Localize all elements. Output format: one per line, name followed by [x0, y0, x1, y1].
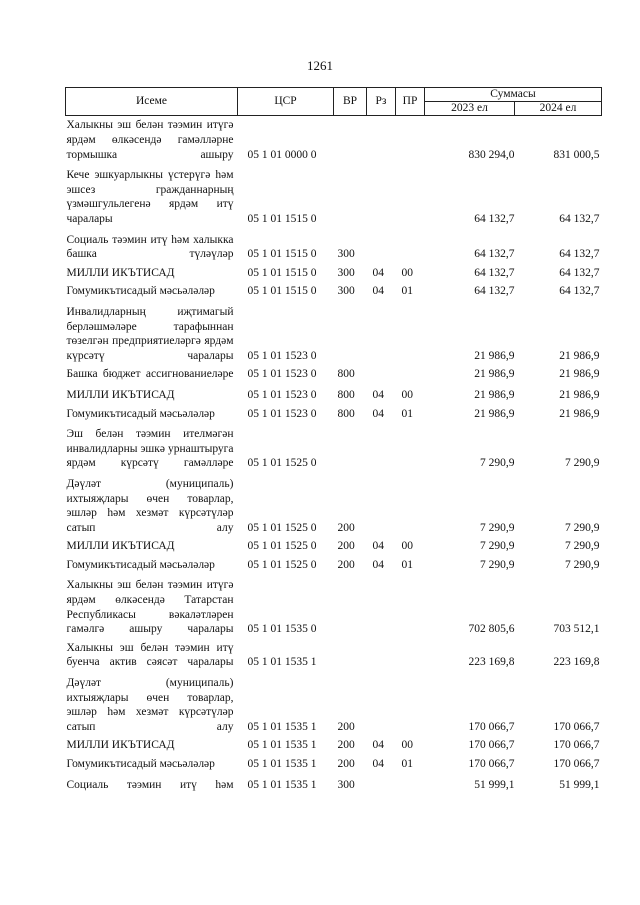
row-rz: 04 [372, 739, 384, 752]
table-row [66, 672, 602, 736]
row-rz: 04 [372, 540, 384, 553]
row-sum-2024: 831 000,5 [553, 148, 600, 161]
row-name: МИЛЛИ ИКЪТИСАД [66, 739, 175, 752]
row-sum-2023: 21 986,9 [474, 388, 515, 401]
row-name: Дәүләт (муниципаль) ихтыяҗлары өчен товарлар, эшләр һәм хезмәт күрсәтүләр сатып алу [66, 677, 234, 733]
row-name: Гомумикътисадый мәсьәләләр [66, 758, 215, 770]
row-sum-2024: 703 512,1 [553, 623, 600, 636]
row-name: Дәүләт (муниципаль) ихтыяҗлары өчен товарлар, эшләр һәм хезмәт күрсәтүләр сатып алу [66, 477, 234, 534]
row-pr [396, 116, 425, 164]
row-pr [396, 639, 425, 672]
row-pr: 00 [401, 388, 413, 401]
row-csr: 05 1 01 1515 0 [247, 285, 317, 298]
row-vr [334, 423, 367, 473]
row-csr: 05 1 01 1515 0 [247, 266, 317, 279]
row-name: МИЛЛИ ИКЪТИСАД [66, 388, 175, 401]
row-vr: 800 [337, 388, 355, 401]
row-pr [396, 423, 425, 473]
row-sum-2024: 170 066,7 [553, 758, 600, 770]
row-csr: 05 1 01 1515 0 [247, 248, 317, 261]
row-sum-2023: 21 986,9 [474, 368, 515, 381]
row-vr: 200 [337, 558, 355, 571]
row-rz [367, 164, 396, 228]
row-pr [396, 229, 425, 264]
row-sum-2024: 64 132,7 [559, 248, 600, 261]
row-sum-2024: 64 132,7 [559, 213, 600, 225]
row-sum-2023: 170 066,7 [468, 758, 515, 770]
row-pr: 01 [401, 407, 413, 420]
table-row [66, 639, 602, 672]
table-header [66, 88, 602, 116]
row-csr: 05 1 01 1535 1 [247, 758, 317, 770]
row-csr: 05 1 01 1523 0 [247, 368, 317, 381]
row-rz: 04 [372, 285, 384, 298]
header-sums: Суммасы [425, 88, 602, 102]
row-pr [396, 164, 425, 228]
row-rz [367, 672, 396, 736]
row-sum-2023: 7 290,9 [480, 558, 515, 571]
row-rz [367, 774, 396, 795]
row-sum-2023: 51 999,1 [474, 778, 515, 791]
row-rz: 04 [372, 388, 384, 401]
table-row [66, 774, 602, 795]
row-rz: 04 [372, 407, 384, 420]
row-csr: 05 1 01 1525 0 [247, 521, 317, 534]
row-csr: 05 1 01 1535 0 [247, 623, 317, 636]
row-vr [334, 164, 367, 228]
row-vr: 200 [337, 540, 355, 553]
row-pr: 00 [401, 739, 413, 752]
row-vr: 200 [337, 720, 355, 733]
row-vr: 200 [337, 758, 355, 770]
header-csr: ЦСР [238, 88, 334, 116]
header-year-1: 2023 ел [425, 102, 515, 116]
row-sum-2024: 21 986,9 [559, 368, 600, 381]
row-name: Инвалидларның иҗтимагый берләшмәләре тарафыннан төзелгән предприятиеләргә ярдәм күрсәтү чаралары [66, 305, 234, 362]
row-rz [367, 229, 396, 264]
row-vr: 800 [337, 407, 355, 420]
row-vr [334, 639, 367, 672]
row-sum-2024: 21 986,9 [559, 349, 600, 362]
row-csr: 05 1 01 1535 1 [247, 720, 317, 733]
row-vr: 300 [337, 285, 355, 298]
row-csr: 05 1 01 1523 0 [247, 407, 317, 420]
table-row [66, 164, 602, 228]
row-rz [367, 473, 396, 537]
row-pr [396, 672, 425, 736]
row-name: Башка бюджет ассигнованиеләре [66, 368, 234, 381]
row-sum-2023: 64 132,7 [474, 248, 515, 261]
row-sum-2023: 64 132,7 [474, 266, 515, 279]
table-row [66, 282, 602, 301]
table-row [66, 384, 602, 405]
row-sum-2023: 170 066,7 [468, 739, 515, 752]
row-vr: 800 [337, 368, 355, 381]
row-sum-2024: 7 290,9 [565, 457, 600, 470]
table-row [66, 574, 602, 638]
row-sum-2024: 7 290,9 [565, 540, 600, 553]
row-vr: 300 [337, 778, 355, 791]
row-csr: 05 1 01 0000 0 [247, 148, 317, 161]
budget-table [65, 87, 602, 794]
row-sum-2024: 64 132,7 [559, 266, 600, 279]
row-rz [367, 365, 396, 384]
row-pr [396, 301, 425, 365]
table-row [66, 473, 602, 537]
row-sum-2023: 223 169,8 [468, 656, 515, 669]
table-row [66, 736, 602, 755]
row-sum-2023: 170 066,7 [468, 720, 515, 733]
row-sum-2024: 21 986,9 [559, 388, 600, 401]
row-sum-2024: 51 999,1 [559, 778, 600, 791]
table-row [66, 556, 602, 575]
row-sum-2023: 702 805,6 [468, 623, 515, 636]
row-sum-2023: 7 290,9 [480, 540, 515, 553]
row-sum-2023: 7 290,9 [480, 457, 515, 470]
row-name: Гомумикътисадый мәсьәләләр [66, 407, 215, 420]
header-rz: Рз [367, 88, 396, 116]
row-csr: 05 1 01 1525 0 [247, 457, 317, 470]
table-row [66, 537, 602, 556]
table-row [66, 755, 602, 774]
row-sum-2023: 21 986,9 [474, 407, 515, 420]
row-vr [334, 574, 367, 638]
row-pr: 01 [401, 285, 413, 298]
row-name: Халыкны эш белән тәэмин итүгә ярдәм өлкәсендә гамәлләрне тормышка ашыру [66, 119, 234, 161]
row-sum-2024: 223 169,8 [553, 656, 600, 669]
table-row [66, 264, 602, 283]
table-row [66, 405, 602, 424]
row-vr: 300 [337, 248, 355, 261]
header-name: Исеме [66, 88, 238, 116]
row-name: Эш белән тәэмин ителмәгән инвалидларны эшкә урнаштыруга ярдәм күрсәтү гамәлләре [66, 428, 234, 470]
row-pr: 00 [401, 540, 413, 553]
row-rz [367, 639, 396, 672]
row-csr: 05 1 01 1515 0 [247, 213, 317, 225]
row-rz [367, 574, 396, 638]
row-pr: 01 [401, 558, 413, 571]
row-vr [334, 301, 367, 365]
table-row [66, 229, 602, 264]
row-sum-2024: 170 066,7 [553, 739, 600, 752]
row-rz: 04 [372, 758, 384, 770]
row-sum-2024: 7 290,9 [565, 521, 600, 534]
row-name: Социаль тәэмин итү һәм [66, 778, 234, 791]
row-rz [367, 423, 396, 473]
table-row [66, 116, 602, 164]
row-rz: 04 [372, 266, 384, 279]
row-rz [367, 116, 396, 164]
table-row [66, 423, 602, 473]
row-sum-2024: 64 132,7 [559, 285, 600, 298]
row-sum-2023: 830 294,0 [468, 148, 515, 161]
row-name: Социаль тәэмин итү һәм халыкка башка түләүләр [66, 233, 234, 261]
header-vr: ВР [334, 88, 367, 116]
row-name: Халыкны эш белән тәэмин итү буенча актив сәясәт чаралары [66, 641, 234, 669]
header-pr: ПР [396, 88, 425, 116]
table-row [66, 365, 602, 384]
row-name: Халыкны эш белән тәэмин итүгә ярдәм өлкәсендә Татарстан Республикасы вәкаләтләрен гамәлгә ашыру чаралары [66, 579, 234, 636]
row-name: МИЛЛИ ИКЪТИСАД [66, 540, 175, 553]
row-sum-2024: 7 290,9 [565, 558, 600, 571]
row-pr: 01 [401, 758, 413, 770]
row-sum-2023: 7 290,9 [480, 521, 515, 534]
row-sum-2024: 170 066,7 [553, 720, 600, 733]
row-vr [334, 116, 367, 164]
table-body [66, 116, 602, 794]
row-vr: 200 [337, 739, 355, 752]
row-csr: 05 1 01 1525 0 [247, 558, 317, 571]
row-name: МИЛЛИ ИКЪТИСАД [66, 266, 175, 279]
row-csr: 05 1 01 1535 1 [247, 778, 317, 791]
row-sum-2023: 64 132,7 [474, 213, 515, 225]
row-vr: 300 [337, 266, 355, 279]
row-sum-2023: 64 132,7 [474, 285, 515, 298]
row-pr [396, 574, 425, 638]
table-row [66, 301, 602, 365]
row-pr [396, 774, 425, 795]
row-pr: 00 [401, 266, 413, 279]
row-pr [396, 473, 425, 537]
row-sum-2023: 21 986,9 [474, 349, 515, 362]
page-number: 1261 [307, 58, 333, 73]
row-rz [367, 301, 396, 365]
row-csr: 05 1 01 1525 0 [247, 540, 317, 553]
row-name: Кече эшкуарлыкны үстерүгә һәм эшсез гражданнарның үзмәшгульлегенә ярдәм итү чаралары [66, 169, 234, 225]
header-year-2: 2024 ел [515, 102, 602, 116]
row-sum-2024: 21 986,9 [559, 407, 600, 420]
row-csr: 05 1 01 1523 0 [247, 388, 317, 401]
row-csr: 05 1 01 1535 1 [247, 656, 317, 669]
row-rz: 04 [372, 558, 384, 571]
row-name: Гомумикътисадый мәсьәләләр [66, 558, 215, 571]
row-pr [396, 365, 425, 384]
row-csr: 05 1 01 1523 0 [247, 349, 317, 362]
row-vr: 200 [337, 521, 355, 534]
row-name: Гомумикътисадый мәсьәләләр [66, 285, 215, 298]
row-csr: 05 1 01 1535 1 [247, 739, 317, 752]
